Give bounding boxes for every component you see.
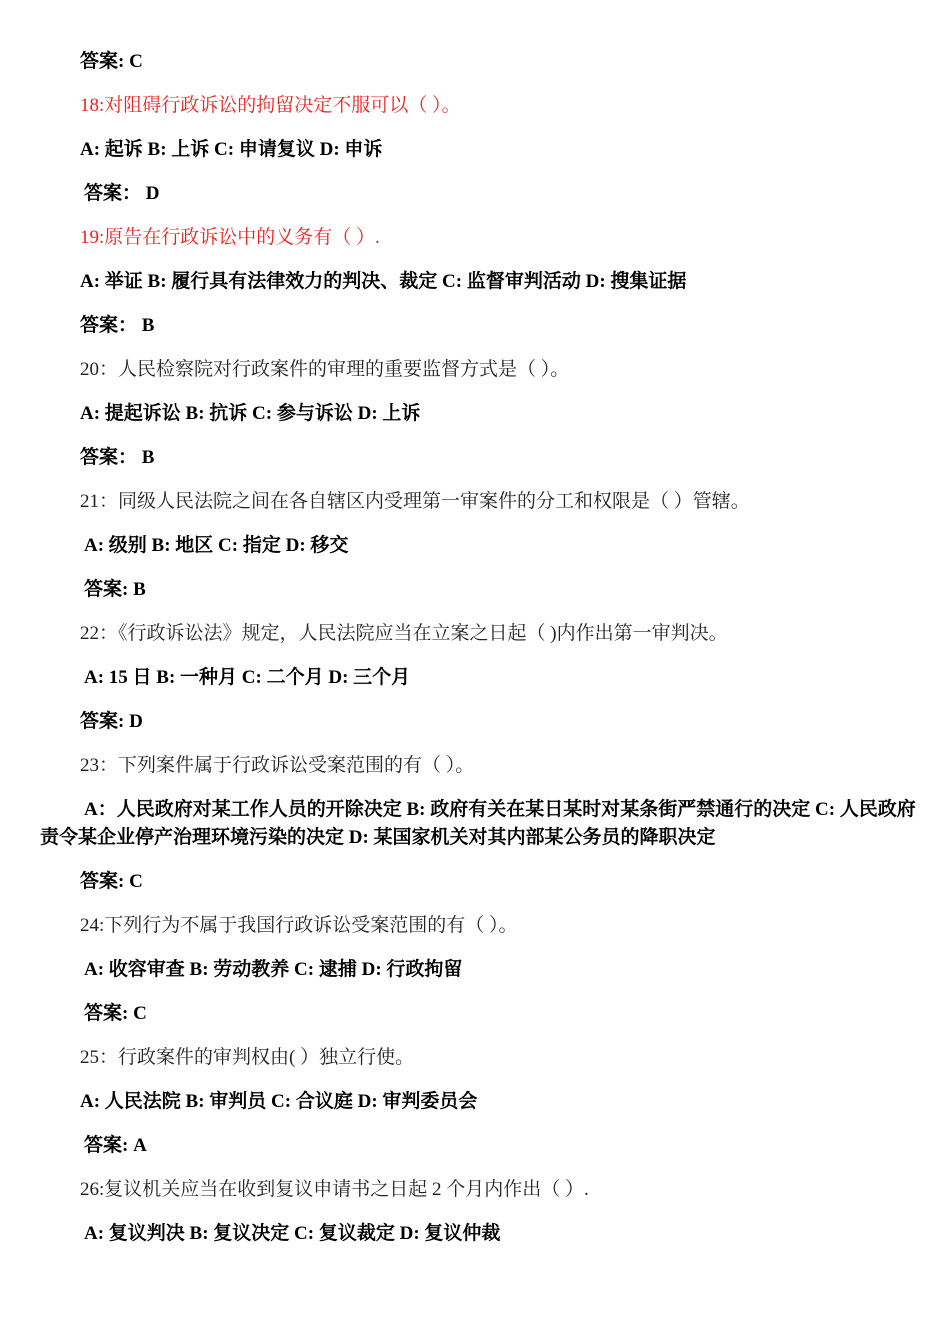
question-24: 24:下列行为不属于我国行政诉讼受案范围的有（ ）。 — [80, 915, 518, 936]
options-19: A: 举证 B: 履行具有法律效力的判决、裁定 C: 监督审判活动 D: 搜集证据 — [80, 271, 687, 292]
question-23: 23：下列案件属于行政诉讼受案范围的有（ ）。 — [80, 755, 475, 776]
question-20: 20：人民检察院对行政案件的审理的重要监督方式是（ ）。 — [80, 359, 570, 380]
options-21: A: 级别 B: 地区 C: 指定 D: 移交 — [84, 535, 349, 556]
options-24: A: 收容审查 B: 劳动教养 C: 逮捕 D: 行政拘留 — [84, 959, 463, 980]
answer-21: 答案: B — [84, 579, 146, 600]
question-21: 21：同级人民法院之间在各自辖区内受理第一审案件的分工和权限是（ ）管辖。 — [80, 491, 750, 512]
answer-18: 答案： D — [84, 183, 160, 204]
question-19: 19:原告在行政诉讼中的义务有（ ）. — [80, 227, 380, 248]
options-23: A：人民政府对某工作人员的开除决定 B: 政府有关在某日某时对某条街严禁通行的决定 C: 人民政府责令某企业停产治理环境污染的决定 D: 某国家机关对其内部某公务员的降职决定 — [40, 799, 916, 848]
question-18: 18:对阻碍行政诉讼的拘留决定不服可以（ ）。 — [80, 95, 461, 116]
options-20: A: 提起诉讼 B: 抗诉 C: 参与诉讼 D: 上诉 — [80, 403, 421, 424]
answer-20: 答案： B — [80, 447, 155, 468]
answer-19: 答案： B — [80, 315, 155, 336]
answer-25: 答案: A — [84, 1135, 147, 1156]
answer-23: 答案: C — [80, 871, 143, 892]
options-18: A: 起诉 B: 上诉 C: 申请复议 D: 申诉 — [80, 139, 383, 160]
options-26: A: 复议判决 B: 复议决定 C: 复议裁定 D: 复议仲裁 — [84, 1223, 501, 1244]
options-25: A: 人民法院 B: 审判员 C: 合议庭 D: 审判委员会 — [80, 1091, 478, 1112]
question-25: 25：行政案件的审判权由( ）独立行使。 — [80, 1047, 415, 1068]
question-22: 22：《行政诉讼法》规定，人民法院应当在立案之日起（ )内作出第一审判决。 — [80, 623, 728, 644]
options-22: A: 15 日 B: 一种月 C: 二个月 D: 三个月 — [84, 667, 411, 688]
answer-24: 答案: C — [84, 1003, 147, 1024]
question-26: 26:复议机关应当在收到复议申请书之日起 2 个月内作出（ ）. — [80, 1179, 589, 1200]
answer-22: 答案: D — [80, 711, 143, 732]
answer-17: 答案: C — [80, 51, 143, 72]
